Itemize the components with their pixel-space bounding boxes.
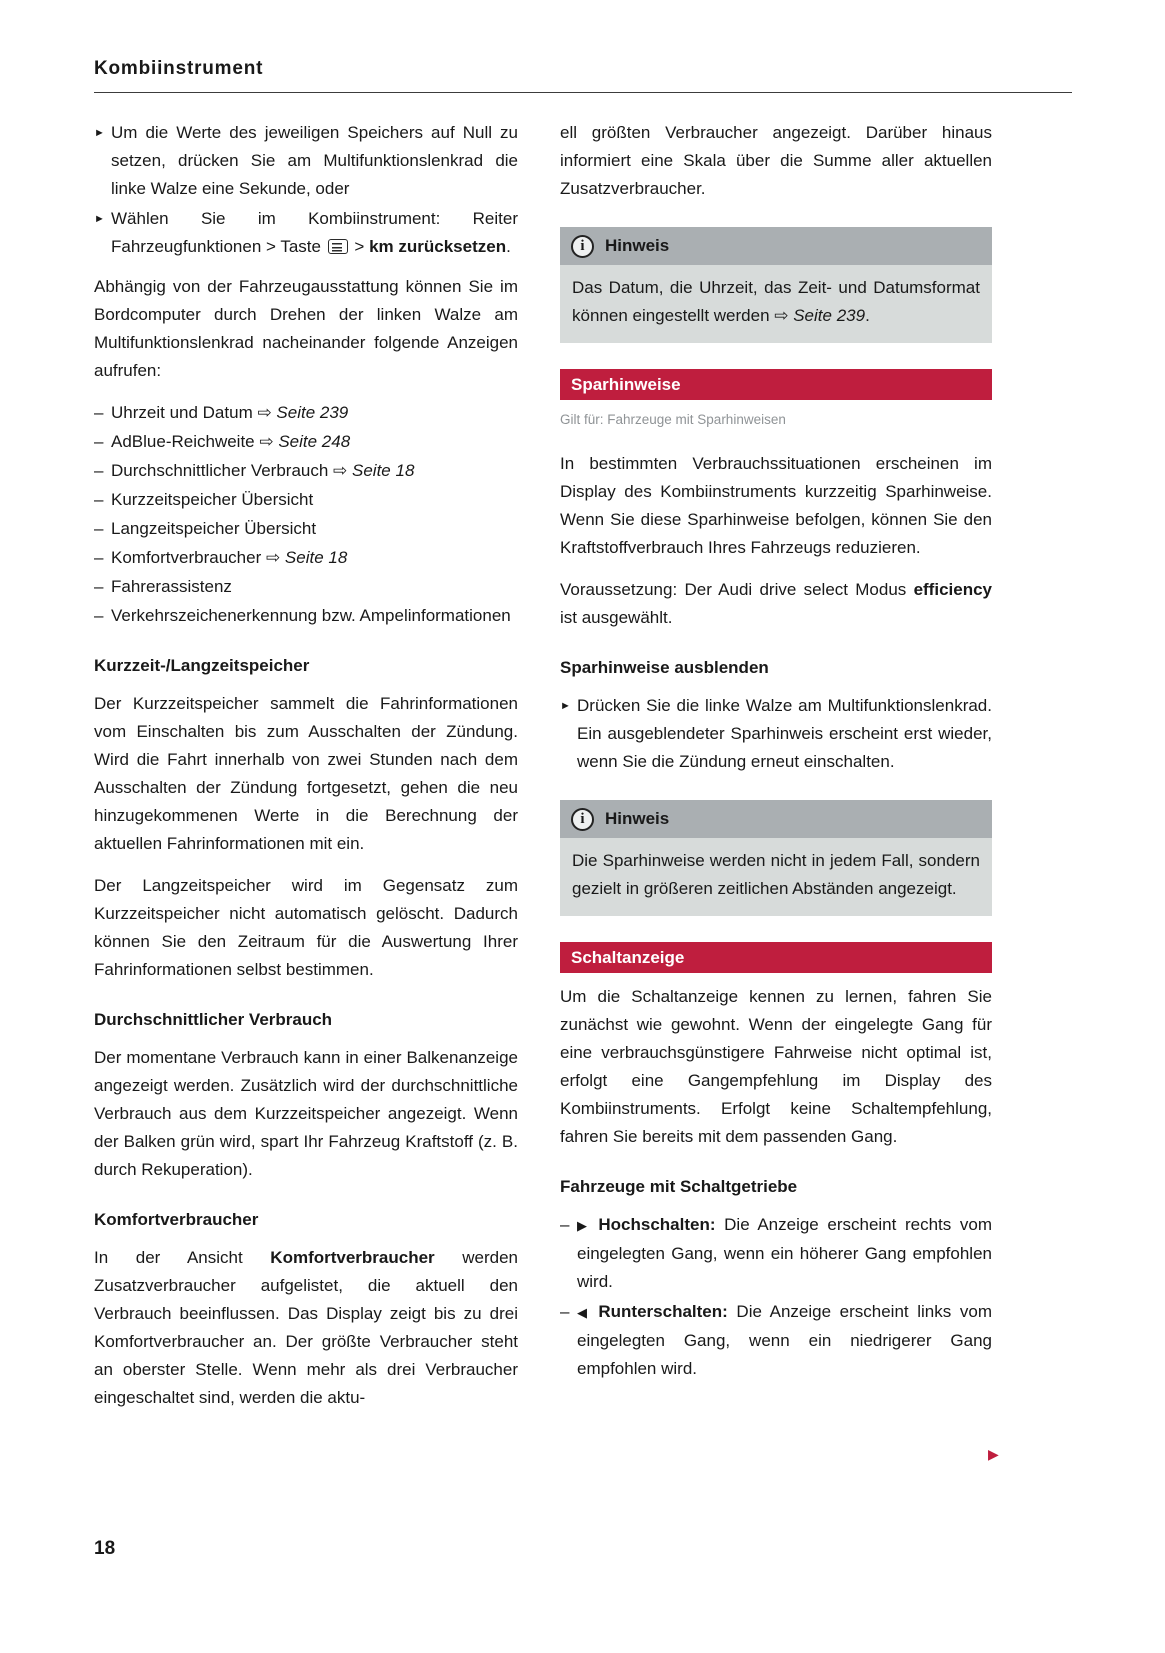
section-subheading: Durchschnittlicher Verbrauch <box>94 1010 333 1029</box>
hinweis-body-text <box>560 265 992 343</box>
list-item-text <box>577 1298 992 1383</box>
list-item <box>94 428 518 456</box>
text-segment: Verkehrszeichenerkennung bzw. Ampelinformationen <box>111 606 511 625</box>
text-segment: Uhrzeit und Datum <box>111 403 258 422</box>
section-subheading: Komfortverbraucher <box>94 1210 259 1229</box>
hinweis-box <box>560 800 992 916</box>
list-item <box>94 457 518 485</box>
shift-list <box>560 1211 992 1383</box>
hinweis-box <box>560 227 992 343</box>
ref-arrow-icon: ⇨ <box>257 403 277 422</box>
paragraph: Abhängig von der Fahrzeugausstattung können Sie im Bordcomputer durch Drehen der linken Walze am Multifunktionslenkrad nacheinander folgende Anzeigen aufrufen: <box>94 277 518 380</box>
action-item <box>560 692 992 776</box>
section-banner: Sparhinweise <box>560 369 992 400</box>
text-segment: Wählen Sie im Kombiinstrument: Reiter Fahrzeugfunktionen > Taste <box>111 209 518 256</box>
ref-arrow-icon: ⇨ <box>259 432 279 451</box>
page-content <box>94 58 1072 1426</box>
list-item <box>94 602 518 630</box>
text-segment: werden Zusatzverbraucher aufgelistet, die aktuell den Verbrauch beeinflussen. Das Display zeigt bis zu drei Komfortverbraucher an. Der größte Verbraucher steht an oberster Stelle. Wenn mehr als drei Verbraucher eingeschaltet sind, werden die aktu- <box>94 1248 519 1407</box>
hinweis-label: Hinweis <box>605 809 670 828</box>
paragraph: ell größten Verbraucher angezeigt. Darüber hinaus informiert eine Skala über die Summe aller aktuellen Zusatzverbraucher. <box>560 123 992 198</box>
paragraph: In bestimmten Verbrauchssituationen erscheinen im Display des Kombiinstruments kurzzeitig Sparhinweise. Wenn Sie diese Sparhinweise befolgen, können Sie den Kraftstoffverbrauch Ihres Fahrzeugs reduzieren. <box>560 454 992 557</box>
triangle-bullet-icon: ► <box>94 213 105 225</box>
paragraph: Der Kurzzeitspeicher sammelt die Fahrinformationen vom Einschalten bis zum Ausschalten der Zündung. Wird die Fahrt innerhalb von zwei Stunden nach dem Ausschalten der Zündung fortgesetzt, gehen die neu hinzugekommenen Werte in die Berechnung der aktuellen Fahrinformationen mit ein. <box>94 694 518 853</box>
page-title: Kombiinstrument <box>94 58 1072 93</box>
text-segment: km zurücksetzen <box>369 237 507 256</box>
text-segment: ist ausgewählt. <box>560 608 673 627</box>
list-item-text <box>111 544 518 572</box>
dash-marker: – <box>560 1302 570 1321</box>
dash-marker: – <box>94 403 104 422</box>
downshift-icon: ◀ <box>577 1305 599 1320</box>
dash-marker: – <box>94 606 104 625</box>
info-icon: i <box>571 235 594 258</box>
ref-arrow-icon: ⇨ <box>265 548 285 567</box>
text-segment: Kurzzeitspeicher Übersicht <box>111 490 314 509</box>
action-list <box>560 692 992 776</box>
hinweis-header <box>560 227 992 265</box>
hinweis-label: Hinweis <box>605 236 670 255</box>
text-segment: Fahrerassistenz <box>111 577 232 596</box>
section-subheading: Sparhinweise ausblenden <box>560 658 769 677</box>
paragraph <box>94 1244 518 1412</box>
dash-marker: – <box>94 577 104 596</box>
dash-marker: – <box>560 1215 570 1234</box>
text-segment: In der Ansicht <box>94 1248 271 1267</box>
list-item-text <box>111 515 518 543</box>
triangle-bullet-icon: ► <box>94 127 105 139</box>
applicability-note: Gilt für: Fahrzeuge mit Sparhinweisen <box>560 412 786 427</box>
text-segment: > <box>349 237 370 256</box>
text-segment: Die Sparhinweise werden nicht in jedem Fall, sondern gezielt in größeren zeitlichen Abständen angezeigt. <box>572 851 980 898</box>
list-item-text <box>111 457 518 485</box>
text-segment: Die Anzeige erscheint links vom eingelegten Gang, wenn ein niedrigerer Gang empfohlen wird. <box>577 1302 992 1378</box>
list-item-text <box>111 573 518 601</box>
text-segment: Seite 239 <box>793 306 866 325</box>
upshift-icon: ▶ <box>577 1218 599 1233</box>
action-item <box>94 119 518 203</box>
list-item-text <box>111 486 518 514</box>
info-icon: i <box>571 808 594 831</box>
text-segment: Voraussetzung: Der Audi drive select Modus <box>560 580 914 599</box>
section-banner: Schaltanzeige <box>560 942 992 973</box>
hinweis-body-text <box>560 838 992 916</box>
continuation-arrow-icon: ▶ <box>988 1446 999 1462</box>
list-item <box>94 544 518 572</box>
triangle-bullet-icon: ► <box>560 700 571 712</box>
dash-marker: – <box>94 548 104 567</box>
dash-marker: – <box>94 432 104 451</box>
paragraph: Der momentane Verbrauch kann in einer Balkenanzeige angezeigt werden. Zusätzlich wird der durchschnittliche Verbrauch aus dem Kurzzeitspeicher angezeigt. Wenn der Balken grün wird, spart Ihr Fahrzeug Kraftstoff (z. B. durch Rekuperation). <box>94 1048 518 1179</box>
left-column <box>94 119 518 1426</box>
text-segment: Seite 248 <box>278 432 351 451</box>
action-item-text: Drücken Sie die linke Walze am Multifunktionslenkrad. Ein ausgeblendeter Sparhinweis erscheint erst wieder, wenn Sie die Zündung erneut einschalten. <box>577 696 992 771</box>
menu-button-icon <box>328 239 348 254</box>
dash-marker: – <box>94 490 104 509</box>
action-list <box>94 119 518 261</box>
text-segment: . <box>506 237 511 256</box>
list-item-text <box>111 428 518 456</box>
text-segment: efficiency <box>913 580 992 599</box>
action-item-text: Um die Werte des jeweiligen Speichers auf Null zu setzen, drücken Sie am Multifunktionslenkrad die linke Walze eine Sekunde, oder <box>111 123 518 198</box>
text-segment: Seite 239 <box>276 403 349 422</box>
paragraph: Der Langzeitspeicher wird im Gegensatz zum Kurzzeitspeicher nicht automatisch gelöscht. Dadurch können Sie den Zeitraum für die Auswertung Ihrer Fahrinformationen selbst bestimmen. <box>94 876 518 979</box>
list-item <box>560 1298 992 1383</box>
action-item <box>94 205 518 261</box>
list-item <box>94 399 518 427</box>
list-item <box>560 1211 992 1296</box>
section-subheading: Kurzzeit-/Langzeitspeicher <box>94 656 310 675</box>
ref-arrow-icon: ⇨ <box>774 306 794 325</box>
hinweis-header <box>560 800 992 838</box>
text-segment: Seite 18 <box>352 461 415 480</box>
list-item-text <box>111 602 518 630</box>
text-segment: Langzeitspeicher Übersicht <box>111 519 317 538</box>
section-subheading: Fahrzeuge mit Schaltgetriebe <box>560 1177 798 1196</box>
display-list <box>94 399 518 630</box>
list-item-text <box>577 1211 992 1296</box>
dash-marker: – <box>94 519 104 538</box>
text-segment: Seite 18 <box>284 548 348 567</box>
paragraph: Um die Schaltanzeige kennen zu lernen, fahren Sie zunächst wie gewohnt. Wenn der eingelegte Gang für eine verbrauchsgünstigere Fahrweise nicht optimal ist, erfolgt eine Gangempfehlung im Display des Kombiinstruments. Erfolgt keine Schaltempfehlung, fahren Sie bereits mit dem passenden Gang. <box>560 987 992 1146</box>
text-segment: AdBlue-Reichweite <box>111 432 260 451</box>
text-segment: . <box>865 306 870 325</box>
right-column <box>560 119 992 1426</box>
ref-arrow-icon: ⇨ <box>333 461 353 480</box>
text-segment: Komfortverbraucher <box>111 548 266 567</box>
page-number: 18 <box>94 1538 116 1559</box>
list-item <box>94 515 518 543</box>
two-column-layout <box>94 119 1072 1426</box>
paragraph <box>560 576 992 632</box>
list-item-text <box>111 399 518 427</box>
text-segment: Die Anzeige erscheint rechts vom eingelegten Gang, wenn ein höherer Gang empfohlen wird. <box>577 1215 992 1291</box>
list-item <box>94 486 518 514</box>
text-segment: Komfortverbraucher <box>270 1248 435 1267</box>
action-item-text <box>111 205 518 261</box>
text-segment: Das Datum, die Uhrzeit, das Zeit- und Datumsformat können eingestellt werden <box>572 278 980 325</box>
text-segment: Runterschalten: <box>598 1302 728 1321</box>
dash-marker: – <box>94 461 104 480</box>
text-segment: Durchschnittlicher Verbrauch <box>111 461 334 480</box>
list-item <box>94 573 518 601</box>
text-segment: Hochschalten: <box>598 1215 716 1234</box>
